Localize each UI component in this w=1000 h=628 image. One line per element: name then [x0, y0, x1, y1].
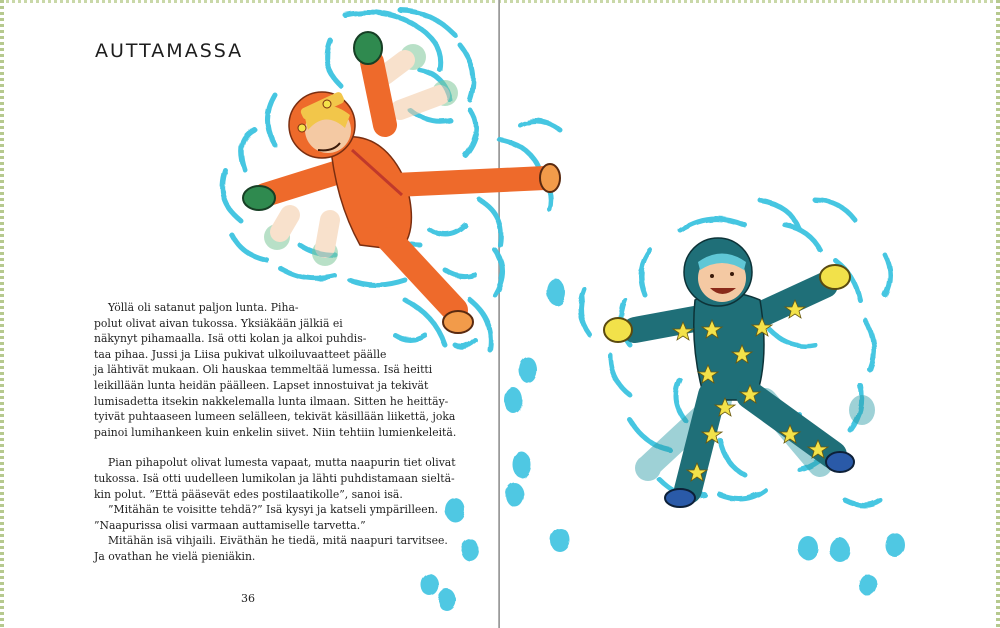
book-gutter — [498, 0, 500, 628]
chapter-title: AUTTAMASSA — [95, 40, 244, 62]
text-line: Pian pihapolut olivat lumesta vapaat, mutta naapurin tiet olivat — [108, 456, 456, 470]
text-line: polut olivat aivan tukossa. Yksiäkään jälkiä ei — [94, 316, 343, 330]
text-line: Ja ovathan he vielä pieniäkin. — [94, 549, 256, 563]
paragraph-2 — [94, 455, 469, 564]
page-edge-left — [0, 0, 4, 628]
orange-child-snow-angel-icon — [243, 32, 560, 333]
paragraph-spacer — [94, 440, 469, 455]
text-line: leikillään lunta heidän päälleen. Lapset innostuivat ja tekivät — [94, 378, 429, 392]
text-line: ”Mitähän te voisitte tehdä?” Isä kysyi ja katseli ympärilleen. — [108, 503, 439, 517]
text-line: tyivät puhtaaseen lumeen selälleen, tekivät käsillään liikettä, joka — [94, 410, 456, 424]
story-text — [94, 300, 469, 565]
snow-swirl-left-icon — [222, 10, 560, 350]
text-line: ja lähtivät mukaan. Oli hauskaa temmeltää lumessa. Isä heitti — [94, 363, 433, 377]
snow-footprints-icon — [421, 279, 905, 611]
text-line: lumisadetta itsekin nakkelemalla lunta ilmaan. Sitten he heittäy- — [94, 394, 449, 408]
text-line: taa pihaa. Jussi ja Liisa pukivat ulkoiluvaatteet päälle — [94, 347, 387, 361]
text-line: ”Naapurissa olisi varmaan auttamiselle tarvetta.” — [94, 518, 366, 532]
text-line: tukossa. Isä otti uudelleen lumikolan ja lähti puhdistamaan sieltä- — [94, 471, 455, 485]
snow-swirl-right-icon — [581, 200, 890, 505]
text-line: näkynyt pihamaalla. Isä otti kolan ja alkoi puhdis- — [94, 332, 367, 346]
text-line: painoi lumihankeen kuin enkelin siivet. Niin tehtiin lumienkeleitä. — [94, 425, 457, 439]
orange-child-motion-shadow-icon — [264, 44, 458, 266]
paragraph-1 — [94, 300, 469, 440]
text-line: Mitähän isä vihjaili. Eiväthän he tiedä, mitä naapuri tarvitsee. — [108, 534, 448, 548]
text-line: kin polut. ”Että pääsevät edes postilaatikolle”, sanoi isä. — [94, 487, 403, 501]
teal-child-motion-shadow-icon — [635, 395, 875, 481]
page-edge-right — [996, 0, 1000, 628]
page-edge-top — [0, 0, 1000, 3]
text-line: Yöllä oli satanut paljon lunta. Piha- — [108, 301, 299, 314]
page-number: 36 — [241, 592, 255, 605]
teal-child-snow-angel-icon — [604, 238, 854, 507]
